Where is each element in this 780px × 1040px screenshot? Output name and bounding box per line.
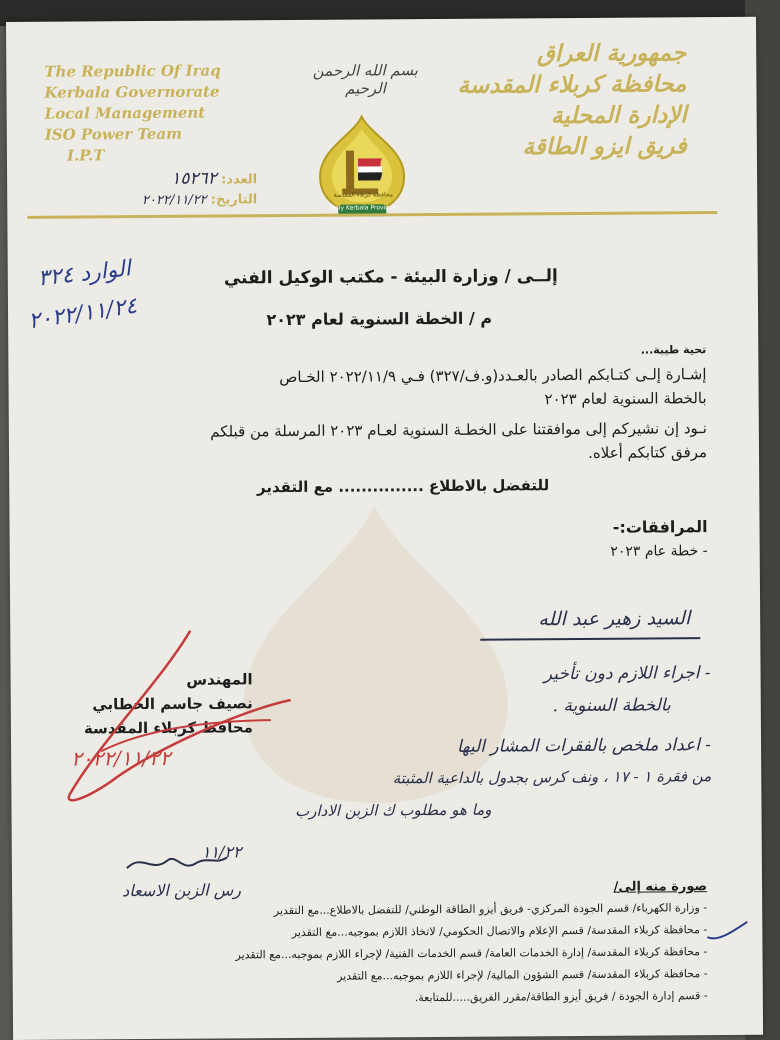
cc-item: - محافظة كربلاء المقدسة/ قسم الشؤون المالية/ لإجراء اللازم بموجبه...مع التقدير (337, 967, 708, 983)
letterhead-arabic-line: الإدارة المحلية (550, 101, 687, 130)
blue-tick-mark-icon (702, 917, 752, 947)
basmala: بسم الله الرحمن الرحيم (312, 61, 419, 98)
letter-subject: م / الخطة السنوية لعام ٢٠٢٣ (266, 308, 493, 330)
cc-label: صورة منه إلى/ (613, 879, 708, 895)
handwritten-sign-date: ١١/٢٢ (201, 842, 242, 862)
letterhead-arabic (446, 37, 687, 163)
logo-caption-en: Holy Kerbala Province (330, 204, 397, 212)
handwritten-sign-title: رس الزبن الاسعاد (122, 880, 242, 901)
letterhead-english-line: ISO Power Team (44, 124, 183, 144)
letterhead-english-line: Local Management (44, 103, 206, 123)
handwritten-note-line: من فقرة ١ - ١٧ ، ونف كرس بجدول بالداعية المثبتة (392, 767, 712, 788)
reference-number-label: العدد: (220, 172, 258, 188)
reference-date-row (77, 192, 257, 208)
logo-caption: محافظة كربلاء المقدسة (333, 191, 393, 199)
letterhead-arabic-line: محافظة كربلاء المقدسة (457, 70, 687, 99)
letter-body-line: إشـارة إلـى كتـابكم الصادر بالعـدد(و.ف/٣٢٧) فـي ٢٠٢٢/١١/٩ الخـاص (279, 365, 707, 387)
incoming-note-line2: ٢٠٢٢/١١/٢٤ (26, 293, 139, 335)
letterhead-arabic-line: جمهورية العراق (536, 39, 687, 68)
handwritten-note-line: بالخطة السنوية . (552, 695, 671, 717)
letter-closing: للتفضل بالاطلاع ............... مع التقدير (256, 476, 550, 497)
cc-item: - وزارة الكهرباء/ قسم الجودة المركزي- فريق أيزو الطاقة الوطني/ للتفضل بالاطلاع...مع التقدير (273, 901, 708, 918)
handwritten-underline (480, 637, 700, 641)
handwritten-note-line: - اعداد ملخص بالفقرات المشار اليها (456, 735, 712, 757)
letter-greeting: تحية طيبة... (640, 343, 707, 357)
handwritten-note-line: وما هو مطلوب ك الزبن الادارب (295, 800, 492, 821)
signature-name: نصيف جاسم الخطابي (92, 694, 253, 714)
letterhead-english-line: I.P.T (66, 146, 105, 165)
incoming-note-line1: الوارد ٣٢٤ (36, 256, 133, 292)
handwritten-signature-icon (122, 842, 232, 883)
letter-recipient: إلــى / وزارة البيئة - مكتب الوكيل الفني (223, 266, 558, 289)
letter-body-line: مرفق كتابكم أعلاه. (588, 443, 708, 462)
cc-item: - محافظة كربلاء المقدسة/ قسم الإعلام والاتصال الحكومي/ لاتخاذ اللازم بموجبه...مع التقدير (291, 923, 708, 940)
attachments-label: المرافقات:- (612, 517, 708, 537)
reference-number-value: ١٥٢٦٢ (171, 168, 217, 189)
handwritten-note-line: السيد زهير عبد الله (538, 607, 691, 631)
letter-body-line: نـود إن نشيركم إلى موافقتنا على الخطـة السنوية لعـام ٢٠٢٣ المرسلة من قبلكم (210, 419, 707, 441)
reference-number-row (77, 168, 257, 189)
reference-date-value: ٢٠٢٢/١١/٢٢ (141, 192, 207, 209)
cc-item: - قسم إدارة الجودة / فريق أيزو الطاقة/مقرر الفريق.....للمتابعة. (414, 989, 708, 1005)
letter-body-line: بالخطة السنوية لعام ٢٠٢٣ (544, 389, 707, 409)
handwritten-note-line: - اجراء اللازم دون تأخير (543, 663, 711, 685)
signature-position: محافظ كربلاء المقدسة (83, 718, 253, 738)
reference-date-label: التاريخ: (210, 192, 258, 208)
attachment-item: - خطة عام ٢٠٢٣ (610, 543, 708, 560)
cc-item: - محافظة كربلاء المقدسة/ إدارة الخدمات العامة/ قسم الخدمات الفنية/ لإجراء اللازم بموجبه...مع التقدير (235, 945, 708, 962)
red-signature-icon (40, 620, 301, 812)
letterhead-english (44, 60, 265, 167)
signature-date: ٢٠٢٢/١١/٢٢ (71, 745, 171, 771)
letterhead-arabic-line: فريق ايزو الطاقة (522, 132, 687, 161)
signature-title: المهندس (186, 670, 253, 689)
letterhead-english-line: Kerbala Governorate (44, 82, 220, 102)
letterhead-english-line: The Republic Of Iraq (44, 61, 221, 81)
document-page (6, 17, 763, 1040)
